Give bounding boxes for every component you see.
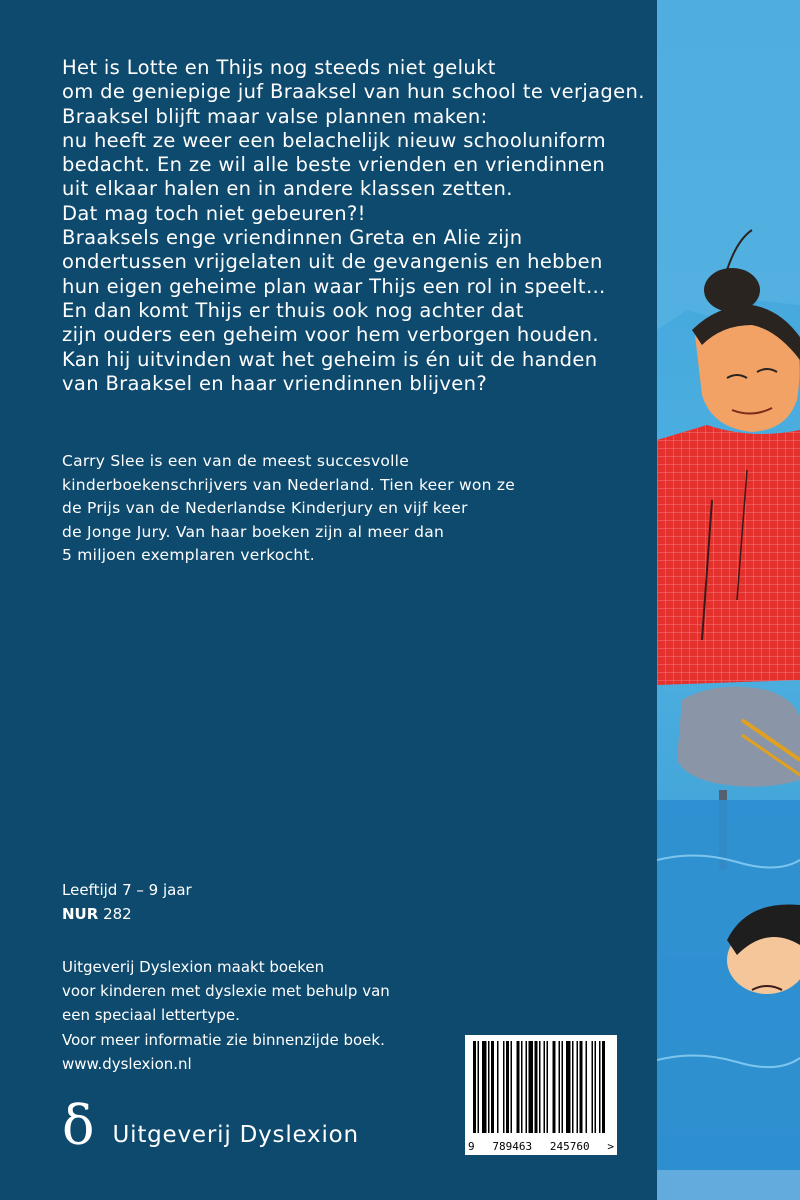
publisher-info xyxy=(62,955,390,1076)
blurb-line: Kan hij uitvinden wat het geheim is én uit de handen xyxy=(62,347,598,371)
isbn-barcode xyxy=(465,1035,617,1155)
delta-logo-icon: δ xyxy=(62,1094,95,1157)
barcode-bars xyxy=(465,1035,617,1139)
barcode-digit-group: 9 xyxy=(468,1140,475,1153)
barcode-bar xyxy=(521,1041,523,1133)
author-bio xyxy=(62,450,642,568)
nur-label: NUR xyxy=(62,905,99,923)
nur-code xyxy=(62,902,192,926)
blurb-line: Braaksels enge vriendinnen Greta en Alie zijn xyxy=(62,226,523,250)
barcode-bar xyxy=(577,1041,579,1133)
barcode-bar xyxy=(478,1041,480,1133)
barcode-digit-group: 789463 xyxy=(492,1140,533,1153)
barcode-bar xyxy=(497,1041,499,1133)
barcode-bar xyxy=(539,1041,541,1133)
blurb-line: Braaksel blijft maar valse plannen maken: xyxy=(62,104,488,128)
barcode-digits xyxy=(465,1140,617,1153)
publisher-info-line: Uitgeverij Dyslexion maakt boeken xyxy=(62,958,325,976)
blurb-line: En dan komt Thijs er thuis ook nog achter dat xyxy=(62,298,524,322)
blurb-line: uit elkaar halen en in andere klassen zetten. xyxy=(62,177,513,201)
barcode-bar xyxy=(572,1041,574,1133)
barcode-bar xyxy=(506,1041,509,1133)
barcode-digit-group: 245760 xyxy=(549,1140,590,1153)
blurb-text xyxy=(62,56,645,396)
blurb-line: ondertussen vrijgelaten uit de gevangenis en hebben xyxy=(62,250,603,274)
barcode-bar xyxy=(526,1041,528,1133)
blurb-line: Dat mag toch niet gebeuren?! xyxy=(62,201,366,225)
grey-bag xyxy=(677,687,800,787)
blurb-line: om de geniepige juf Braaksel van hun school te verjagen. xyxy=(62,80,645,104)
barcode-bar xyxy=(544,1041,546,1133)
age-range: Leeftijd 7 – 9 jaar xyxy=(62,881,192,899)
blurb-line: nu heeft ze weer een belachelijk nieuw schooluniform xyxy=(62,128,606,152)
barcode-bar xyxy=(511,1041,513,1133)
blurb-line: bedacht. En ze wil alle beste vrienden en vriendinnen xyxy=(62,153,606,177)
author-line: Carry Slee is een van de meest succesvolle xyxy=(62,452,410,470)
barcode-bar xyxy=(595,1041,597,1133)
barcode-bar xyxy=(529,1041,534,1133)
barcode-bar xyxy=(553,1041,556,1133)
cover-illustration xyxy=(657,0,800,1200)
nur-value: 282 xyxy=(103,905,132,923)
barcode-bar xyxy=(482,1041,487,1133)
barcode-bar xyxy=(599,1041,601,1133)
barcode-bar xyxy=(503,1041,505,1133)
barcode-bar xyxy=(586,1041,588,1133)
barcode-bar xyxy=(580,1041,583,1133)
author-line: de Jonge Jury. Van haar boeken zijn al meer dan xyxy=(62,522,445,541)
illustration-art xyxy=(657,0,800,1200)
barcode-bar xyxy=(547,1041,549,1133)
barcode-bar xyxy=(559,1041,561,1133)
barcode-bar xyxy=(602,1041,605,1133)
blurb-line: hun eigen geheime plan waar Thijs een rol in speelt… xyxy=(62,274,606,298)
blurb-line: Het is Lotte en Thijs nog steeds niet gelukt xyxy=(62,56,496,79)
publisher-website: www.dyslexion.nl xyxy=(62,1054,192,1073)
publisher-name: Uitgeverij Dyslexion xyxy=(112,1122,359,1148)
book-meta xyxy=(62,878,192,926)
publisher-logo xyxy=(62,1094,359,1160)
barcode-bar xyxy=(535,1041,538,1133)
publisher-info-line: Voor meer informatie zie binnenzijde boek. xyxy=(62,1030,385,1049)
publisher-info-line: voor kinderen met dyslexie met behulp van xyxy=(62,982,390,1001)
publisher-info-line: een speciaal lettertype. xyxy=(62,1006,240,1025)
author-line: 5 miljoen exemplaren verkocht. xyxy=(62,546,315,564)
barcode-bar xyxy=(517,1041,520,1133)
author-line: de Prijs van de Nederlandse Kinderjury en vijf keer xyxy=(62,499,468,517)
author-line: kinderboekenschrijvers van Nederland. Tien keer won ze xyxy=(62,475,516,494)
barcode-bar xyxy=(488,1041,490,1133)
barcode-digit-group: > xyxy=(607,1140,614,1153)
barcode-bar xyxy=(491,1041,494,1133)
blurb-line: van Braaksel en haar vriendinnen blijven? xyxy=(62,371,488,395)
barcode-bar xyxy=(562,1041,564,1133)
barcode-bar xyxy=(473,1041,476,1133)
barcode-bar xyxy=(592,1041,594,1133)
barcode-bar xyxy=(566,1041,571,1133)
blurb-line: zijn ouders een geheim voor hem verborgen houden. xyxy=(62,323,599,347)
